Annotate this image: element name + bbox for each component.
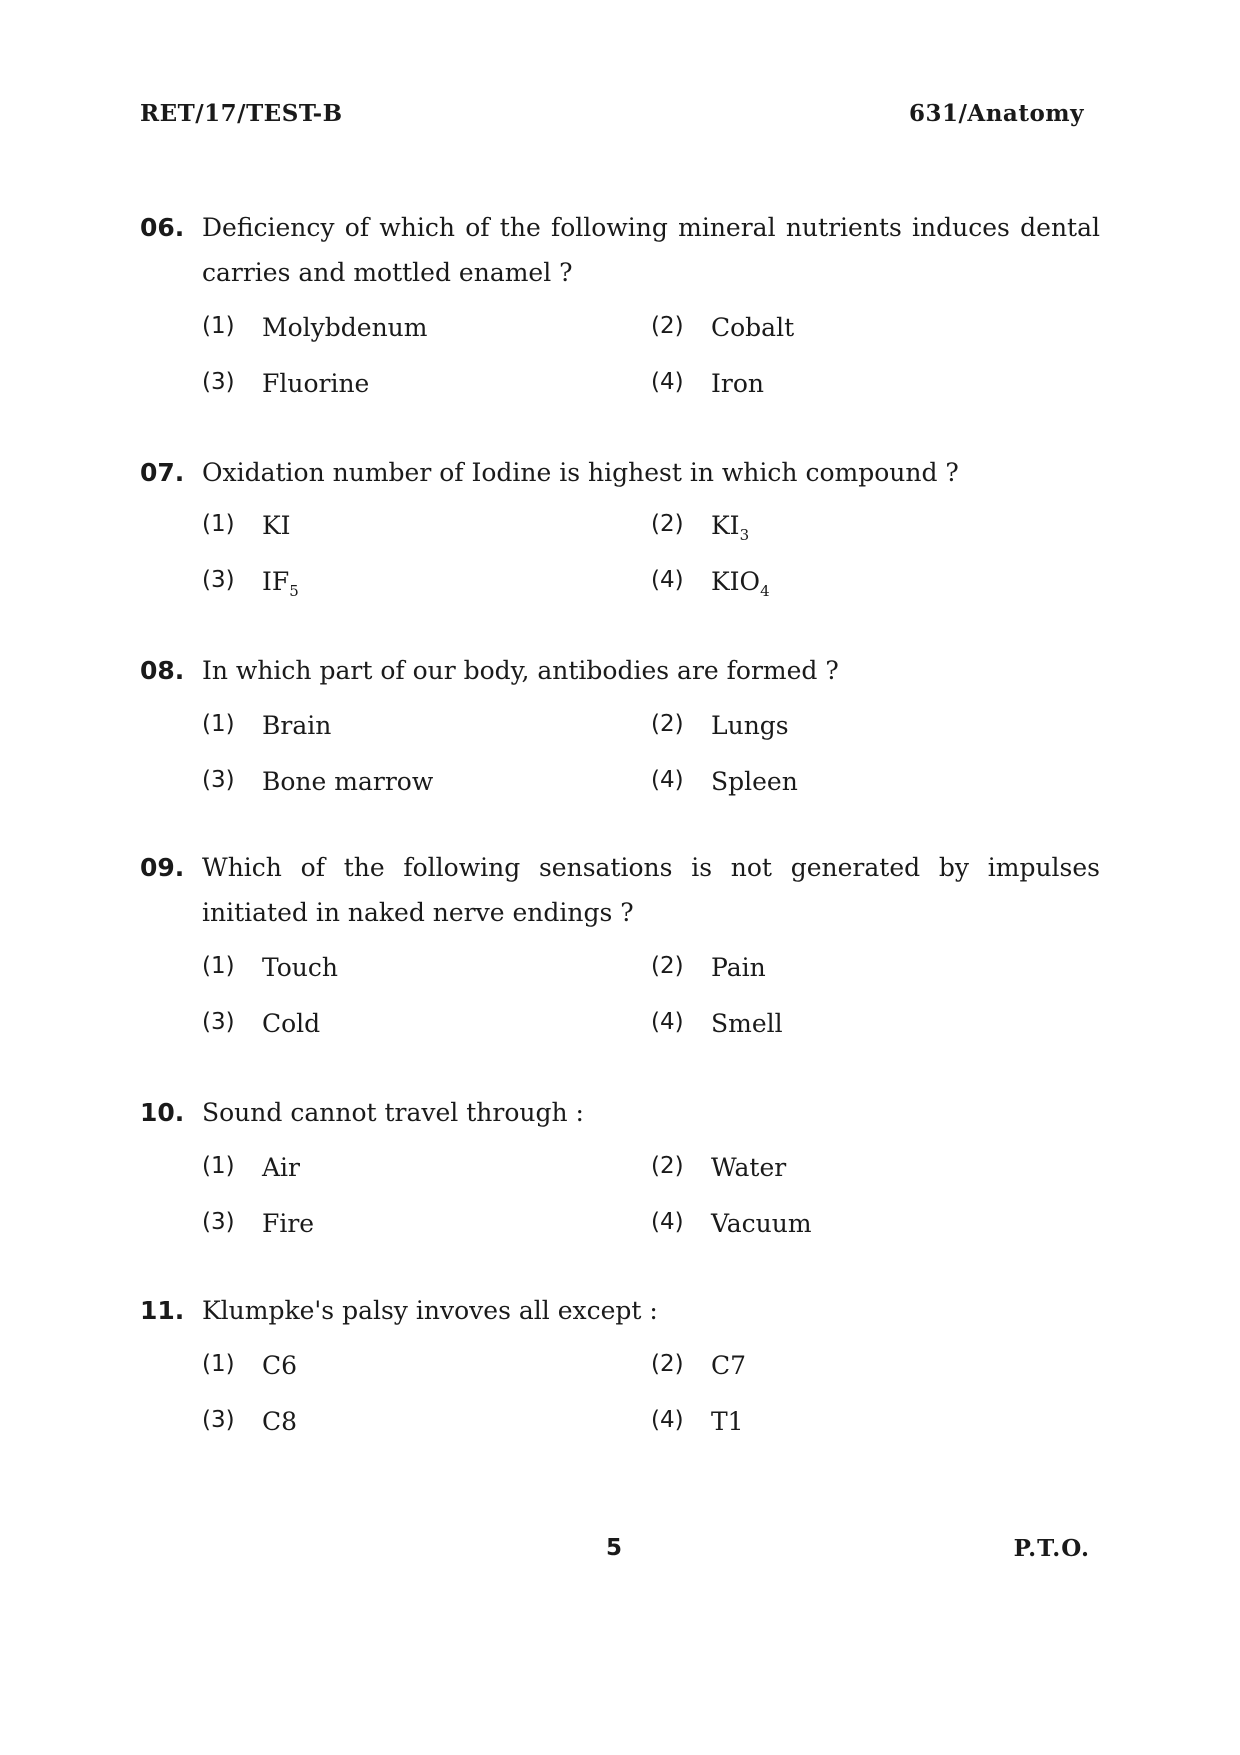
question-number: 11. xyxy=(140,1296,185,1325)
option-4: (4) Iron xyxy=(651,368,764,398)
option-2: (2) $KI_3$ xyxy=(651,510,750,544)
test-code: RET/17/TEST-B xyxy=(140,100,343,127)
subject-code: 631/Anatomy xyxy=(908,100,1084,127)
option-4: (4) T1 xyxy=(651,1406,744,1436)
question-08 xyxy=(140,648,1100,809)
question-number: 10. xyxy=(140,1098,185,1127)
option-3: (3) C8 xyxy=(202,1406,298,1436)
option-1: (1) KI xyxy=(202,510,291,540)
question-text: Sound cannot travel through : xyxy=(202,1098,584,1127)
question-09 xyxy=(140,845,1100,1051)
options xyxy=(202,299,1100,411)
question-text: Which of the following sensations is not generated by impulses initiated in naked nerve endings ? xyxy=(202,853,1100,927)
option-4: (4) Vacuum xyxy=(651,1208,812,1238)
question-text: Oxidation number of Iodine is highest in which compound ? xyxy=(202,458,959,487)
option-3: (3) Cold xyxy=(202,1008,321,1038)
option-2: (2) Pain xyxy=(651,952,766,982)
question-11 xyxy=(140,1288,1100,1449)
option-4: (4) Spleen xyxy=(651,766,798,796)
option-1: (1) Molybdenum xyxy=(202,312,428,342)
option-2: (2) C7 xyxy=(651,1350,747,1380)
option-3: (3) Fire xyxy=(202,1208,315,1238)
question-10 xyxy=(140,1090,1100,1251)
options xyxy=(202,1337,1100,1449)
option-4: (4) $KIO_4$ xyxy=(651,566,770,600)
question-text: Klumpke's palsy invoves all except : xyxy=(202,1296,658,1325)
question-text: Deficiency of which of the following mineral nutrients induces dental carries and mottled enamel ? xyxy=(202,213,1100,287)
question-text: In which part of our body, antibodies are formed ? xyxy=(202,656,839,685)
option-2: (2) Lungs xyxy=(651,710,789,740)
options xyxy=(202,1139,1100,1251)
option-2: (2) Water xyxy=(651,1152,787,1182)
question-06 xyxy=(140,205,1100,411)
option-3: (3) $IF_5$ xyxy=(202,566,299,600)
option-1: (1) Air xyxy=(202,1152,301,1182)
option-3: (3) Fluorine xyxy=(202,368,370,398)
question-number: 06. xyxy=(140,213,185,242)
question-07 xyxy=(140,450,1100,611)
question-number: 07. xyxy=(140,458,185,487)
option-1: (1) Brain xyxy=(202,710,332,740)
options xyxy=(202,697,1100,809)
options xyxy=(202,499,1100,611)
please-turn-over: P.T.O. xyxy=(1013,1535,1090,1562)
option-2: (2) Cobalt xyxy=(651,312,795,342)
option-1: (1) C6 xyxy=(202,1350,298,1380)
question-number: 08. xyxy=(140,656,185,685)
option-4: (4) Smell xyxy=(651,1008,783,1038)
question-number: 09. xyxy=(140,853,185,882)
page-number: 5 xyxy=(606,1535,623,1561)
option-1: (1) Touch xyxy=(202,952,338,982)
options xyxy=(202,939,1100,1051)
option-3: (3) Bone marrow xyxy=(202,766,434,796)
